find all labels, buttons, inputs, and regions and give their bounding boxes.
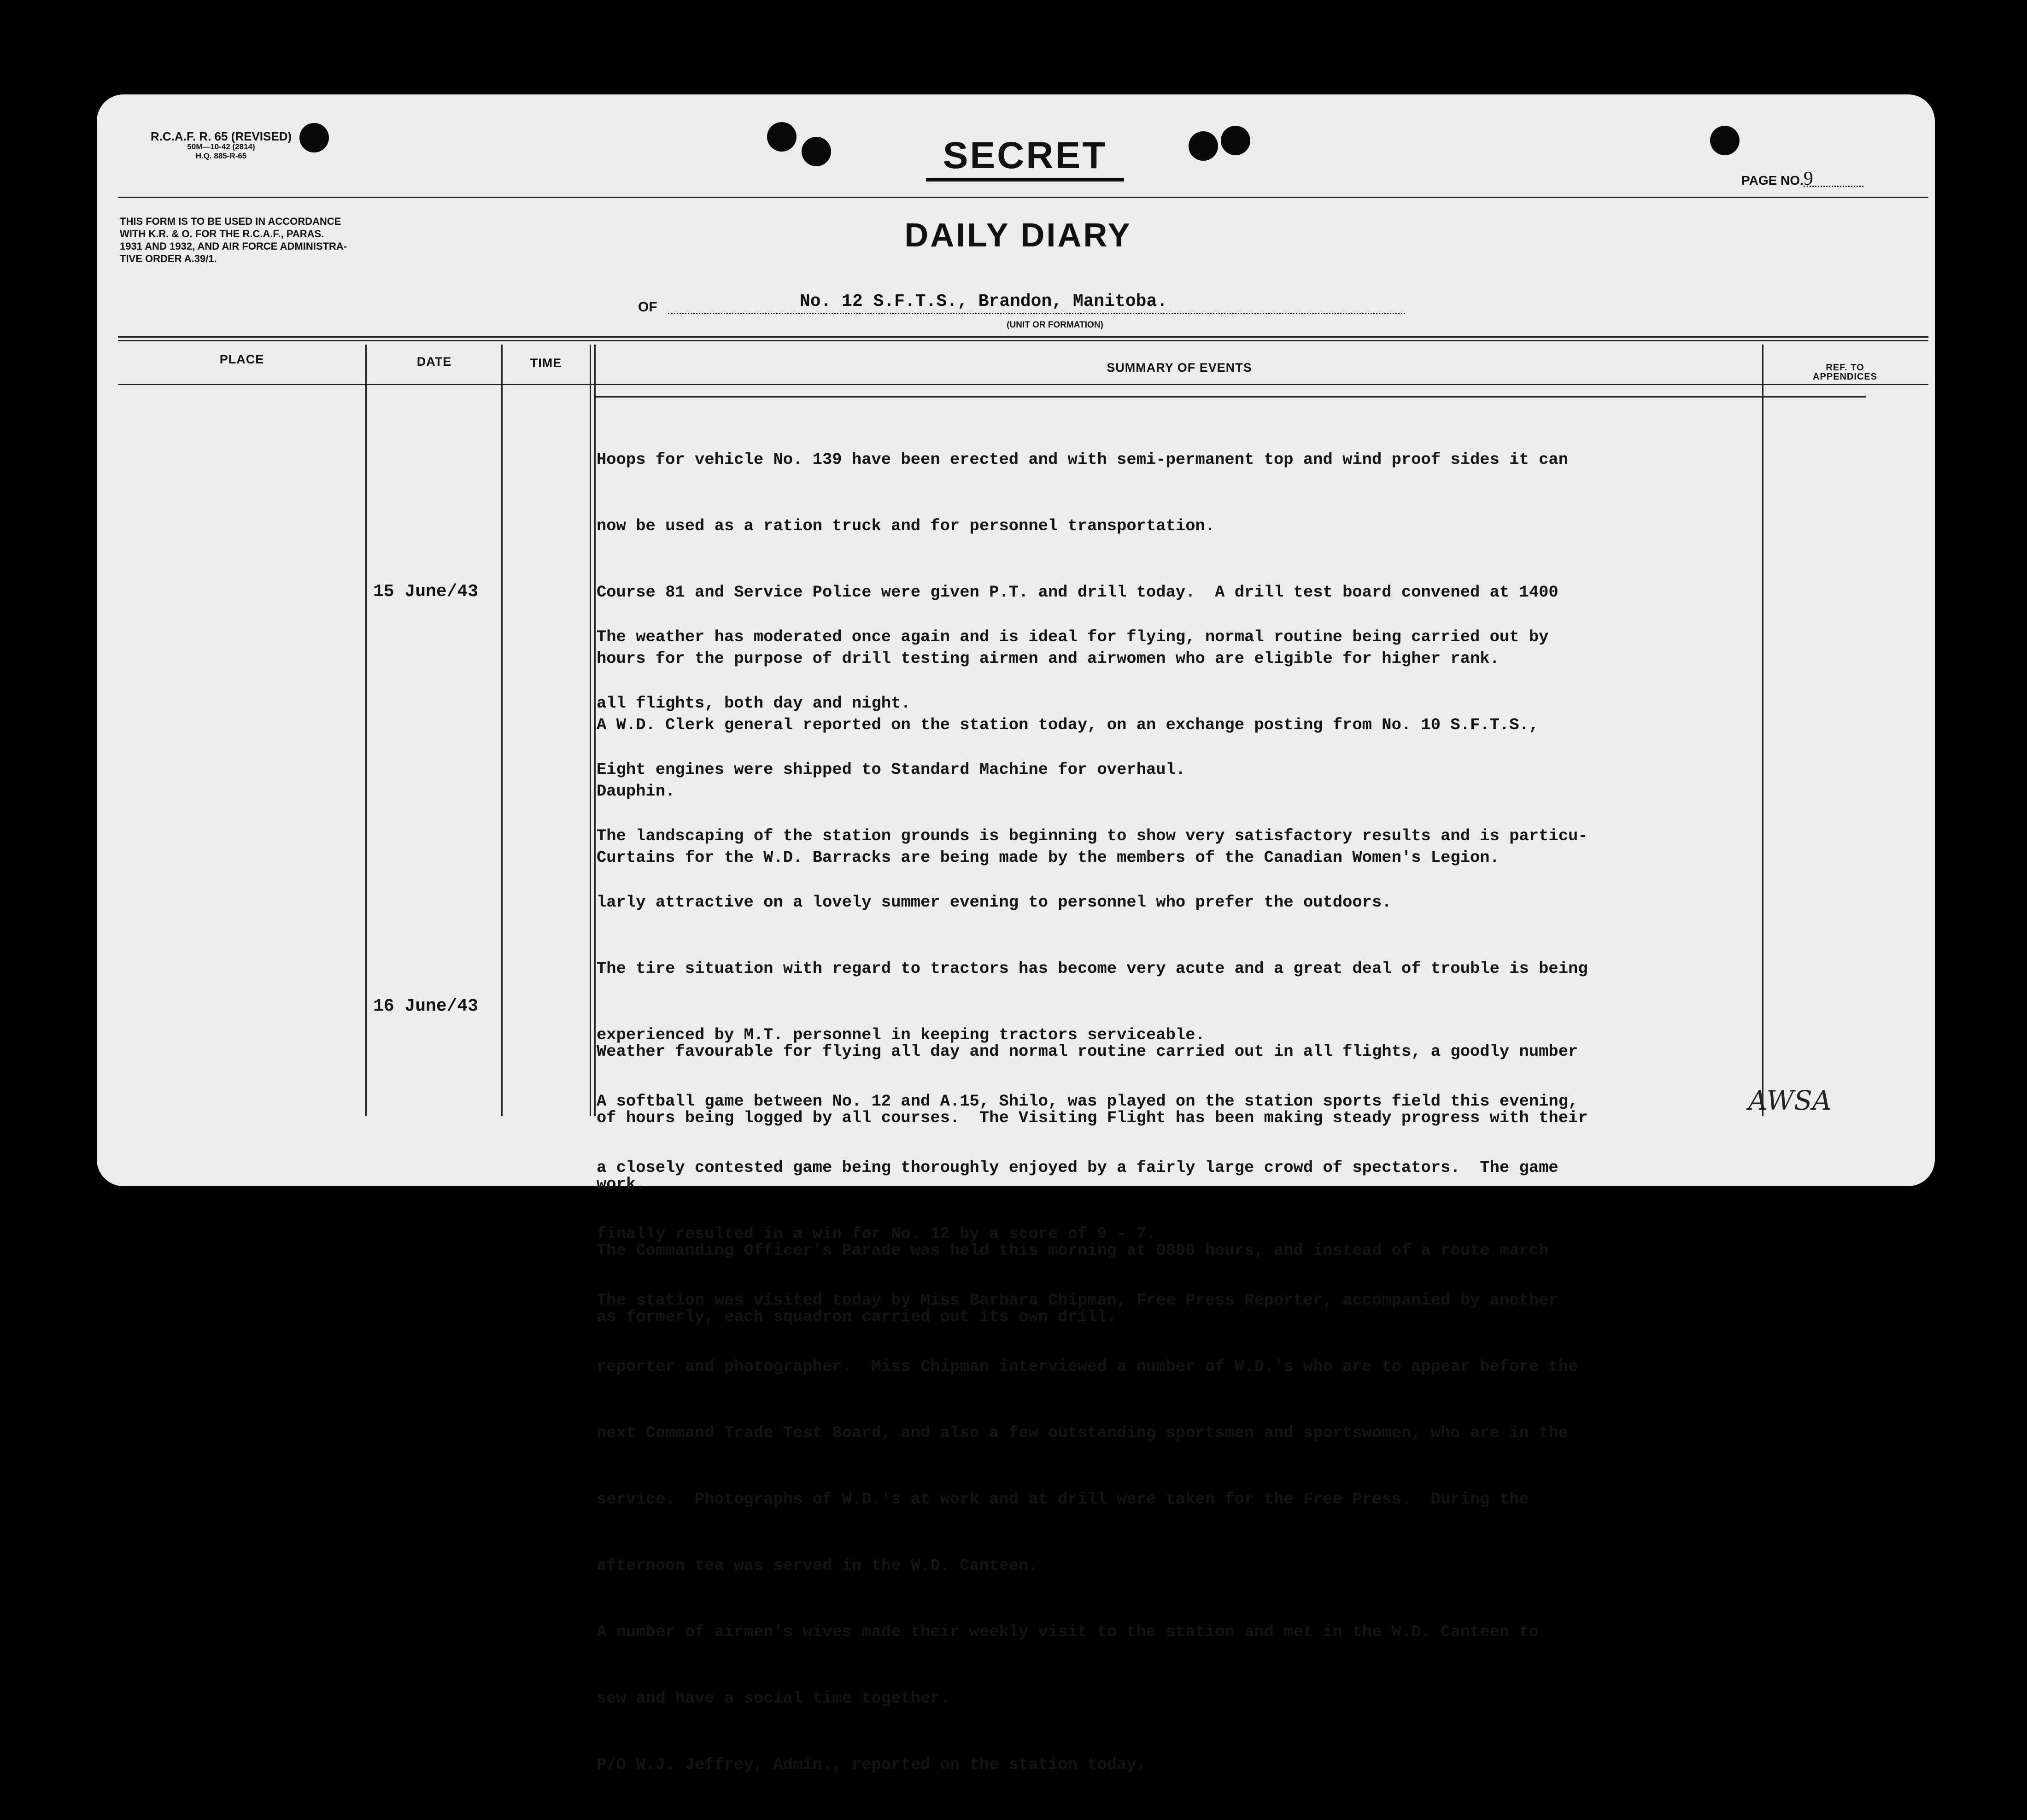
note-line: TIVE ORDER A.39/1.	[120, 253, 217, 264]
page-number-label: PAGE NO.	[1741, 173, 1804, 187]
page-number	[1741, 168, 1863, 189]
note-line: THIS FORM IS TO BE USED IN ACCORDANCE	[120, 216, 341, 227]
table-top-rule	[118, 336, 1928, 338]
entry-line: Course 81 and Service Police were given P.T. and drill today. A drill test board convened at 1400	[597, 583, 1558, 602]
entry-line: finally resulted in a win for No. 12 by a score of 9 - 7.	[597, 1224, 1156, 1243]
form-code-line: H.Q. 885-R-65	[195, 152, 247, 160]
appendices-header-line: REF. TO	[1826, 363, 1864, 373]
form-code	[124, 130, 318, 161]
table-header-rule	[118, 384, 1928, 385]
handwritten-signature: AWSA	[1748, 1085, 1832, 1116]
entry-line: now be used as a ration truck and for personnel transportation.	[597, 516, 1215, 535]
entry-line: afternoon tea was served in the W.D. Canteen.	[597, 1556, 1038, 1575]
header-rule	[118, 197, 1928, 198]
entry-line: The weather has moderated once again and is ideal for flying, normal routine being carried out by	[597, 627, 1549, 646]
punch-hole	[1189, 131, 1218, 161]
appendices-header-line: APPENDICES	[1812, 372, 1878, 382]
table-top-rule	[118, 340, 1928, 341]
entry-line: P/O W.J. Jeffrey, Admin., reported on the station today.	[597, 1755, 1146, 1774]
column-divider	[365, 345, 367, 1116]
entry-date: 15 June/43	[373, 582, 479, 602]
entry-line: Curtains for the W.D. Barracks are being made by the members of the Canadian Women's Legion.	[597, 848, 1500, 867]
column-divider	[1762, 345, 1763, 1116]
note-line: WITH K.R. & O. FOR THE R.C.A.F., PARAS.	[120, 228, 324, 240]
entry-line: reporter and photographer. Miss Chipman interviewed a number of W.D.'s who are to appear before the	[597, 1357, 1578, 1376]
column-header-appendices	[1767, 363, 1923, 381]
page-number-value: 9	[1804, 172, 1863, 187]
punch-hole	[767, 122, 797, 152]
entry-line: Weather favourable for flying all day and normal routine carried out in all flights, a goodly number	[597, 1042, 1578, 1061]
column-header-summary: SUMMARY OF EVENTS	[1107, 361, 1252, 375]
column-divider	[590, 345, 591, 1116]
entry-line: sew and have a social time together.	[597, 1689, 950, 1708]
column-header-date: DATE	[416, 355, 452, 369]
entry-line: A W.D. Clerk general reported on the station today, on an exchange posting from No. 10 S.F.T.S.,	[597, 715, 1539, 734]
column-divider	[501, 345, 503, 1116]
punch-hole	[802, 137, 831, 166]
unit-caption: (UNIT OR FORMATION)	[1007, 320, 1103, 330]
entry-line: Dauphin.	[597, 782, 675, 801]
entry-line: The tire situation with regard to tractors has become very acute and a great deal of trouble is being	[597, 959, 1588, 978]
page-title: DAILY DIARY	[904, 217, 1132, 254]
of-label: OF	[638, 299, 657, 315]
punch-hole	[1221, 126, 1250, 155]
entry-line: hours for the purpose of drill testing airmen and airwomen who are eligible for higher rank.	[597, 649, 1500, 668]
entry-line: A number of airmen's wives made their weekly visit to the station and met in the W.D. Canteen to	[597, 1622, 1539, 1641]
entry-line: Hoops for vehicle No. 139 have been erected and with semi-permanent top and wind proof sides it can	[597, 450, 1569, 469]
diary-form-card	[97, 94, 1935, 1774]
entry-line: next Command Trade Test Board, and also a few outstanding sportsmen and sportswomen, who are in the	[597, 1423, 1569, 1442]
entry-line: larly attractive on a lovely summer evening to personnel who prefer the outdoors.	[597, 893, 1392, 912]
entry-line: The landscaping of the station grounds is beginning to show very satisfactory results and is particu-	[597, 826, 1588, 845]
form-code-line: 50M—10-42 (2814)	[187, 142, 255, 151]
entry-line: work.	[597, 1175, 646, 1194]
note-line: 1931 AND 1932, AND AIR FORCE ADMINISTRA-	[120, 240, 347, 252]
unit-name: No. 12 S.F.T.S., Brandon, Manitoba.	[799, 292, 1168, 311]
diary-entry	[597, 996, 1588, 1372]
form-code-line: R.C.A.F. R. 65 (REVISED)	[150, 129, 292, 143]
column-header-place: PLACE	[219, 352, 264, 366]
form-usage-note	[120, 215, 470, 265]
entry-line: The station was visited today by Miss Barbara Chipman, Free Press Reporter, accompanied by another	[597, 1291, 1558, 1310]
column-header-time: TIME	[530, 356, 562, 370]
entry-line: as formerly, each squadron carried out its own drill.	[597, 1307, 1117, 1326]
column-divider	[594, 345, 596, 1116]
entry-line: Eight engines were shipped to Standard Machine for overhaul.	[597, 760, 1186, 779]
punch-hole	[1710, 126, 1740, 155]
table-header-rule	[594, 396, 1866, 398]
entry-line: experienced by M.T. personnel in keeping tractors serviceable.	[597, 1025, 1205, 1044]
entry-line: The Commanding Officer's Parade was held this morning at 0800 hours, and instead of a route march	[597, 1241, 1549, 1260]
entry-line: a closely contested game being thoroughly enjoyed by a fairly large crowd of spectators. The game	[597, 1158, 1558, 1177]
entry-line: A softball game between No. 12 and A.15, Shilo, was played on the station sports field this evening,	[597, 1092, 1578, 1111]
entry-date: 16 June/43	[373, 996, 479, 1016]
entry-line: of hours being logged by all courses. The Visiting Flight has been making steady progress with their	[597, 1108, 1588, 1127]
classification-stamp: SECRET	[926, 134, 1124, 181]
unit-underline	[668, 313, 1405, 314]
entry-line: service. Photographs of W.D.'s at work and at drill were taken for the Free Press. During the	[597, 1490, 1529, 1509]
entry-line: all flights, both day and night.	[597, 694, 911, 713]
